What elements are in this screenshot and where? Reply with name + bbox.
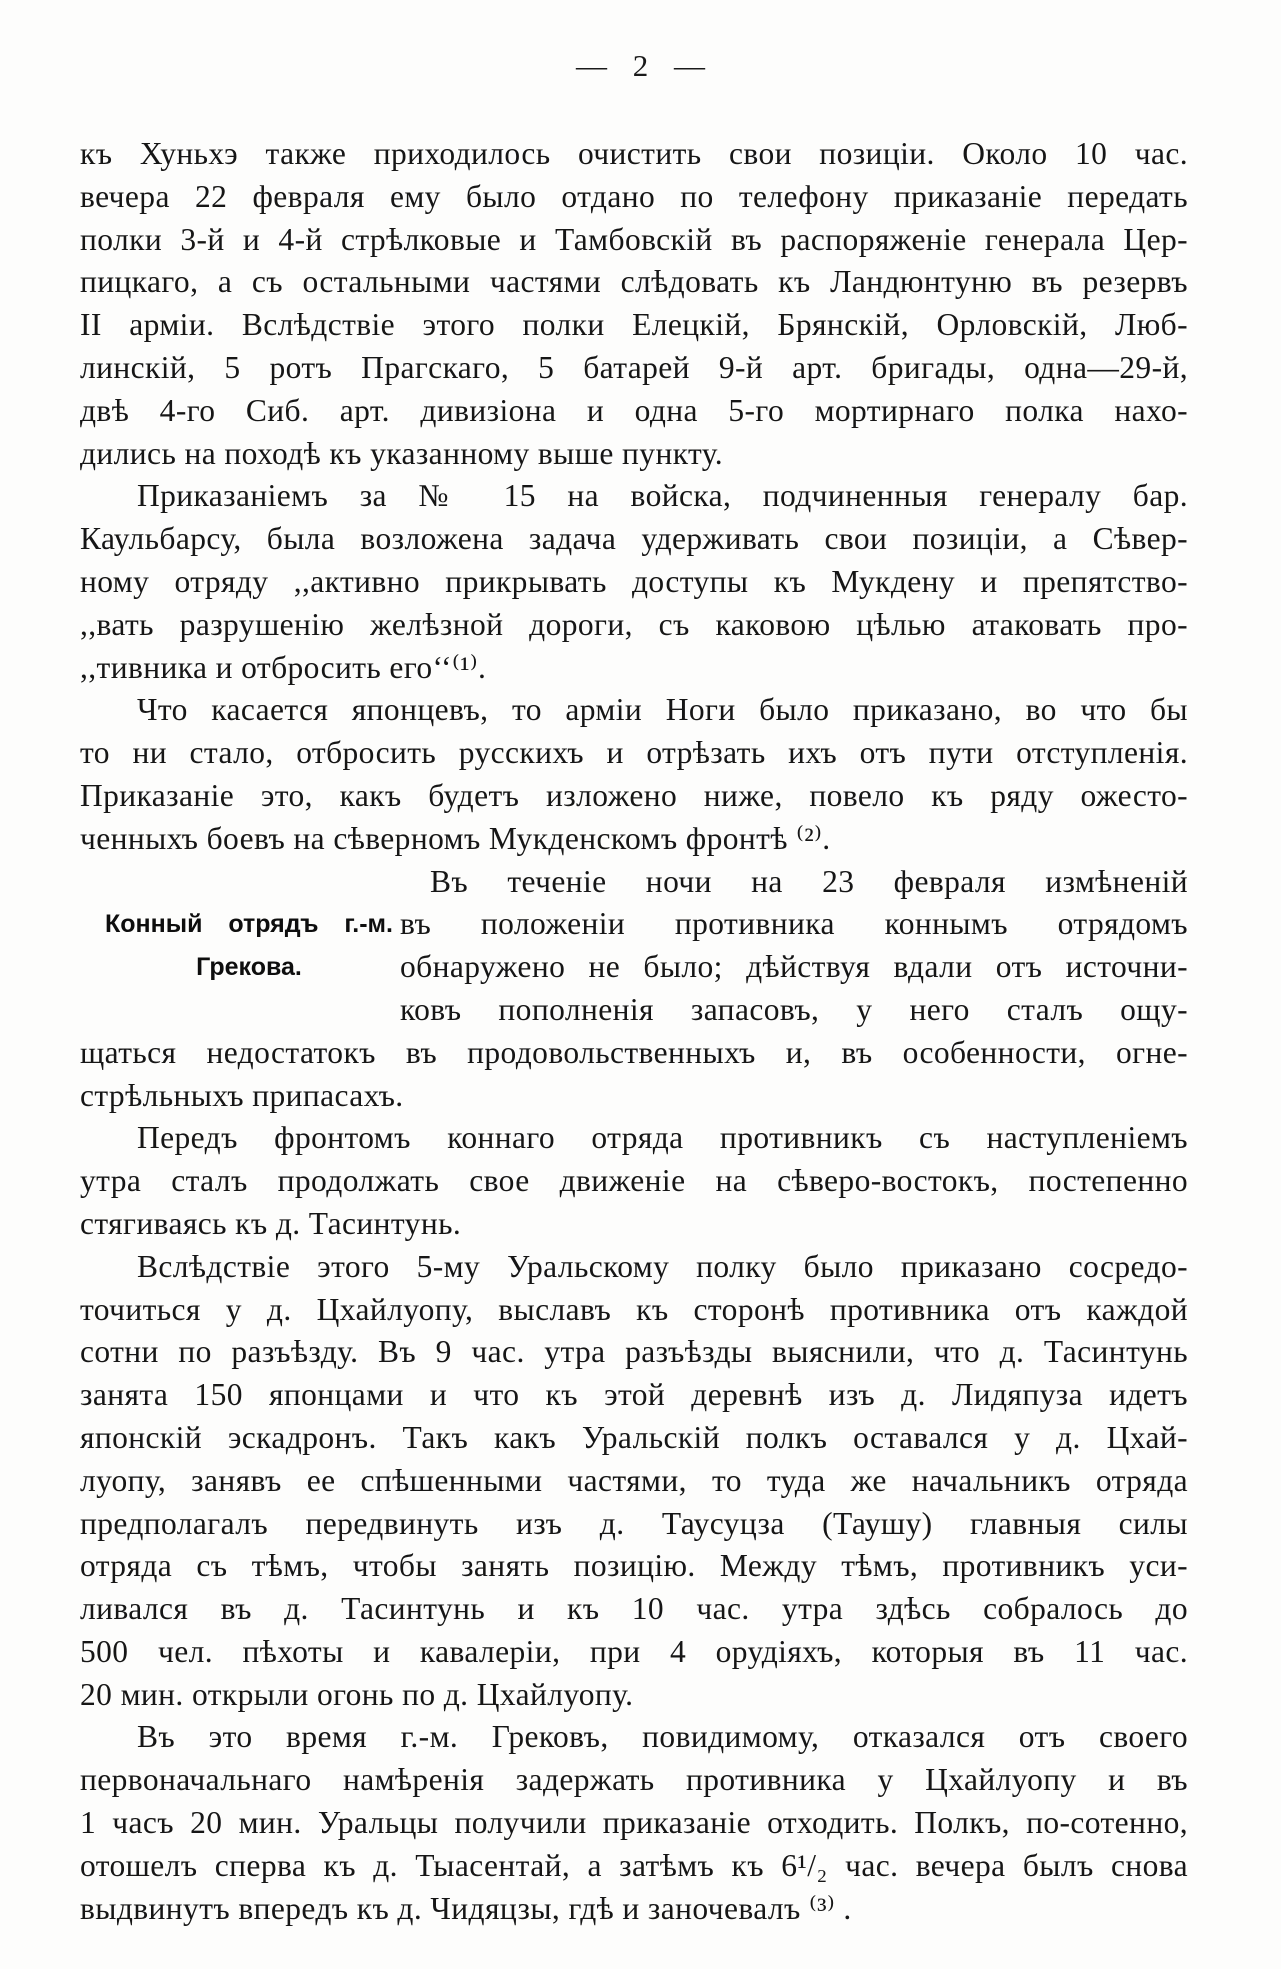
text-line: выдвинутъ впередъ къ д. Чидяцзы, гдѣ и заночевалъ ⁽³⁾ . — [80, 1890, 852, 1926]
text-line: луопу, занявъ ее спѣшенными частями, то туда же начальникъ отряда — [80, 1462, 1188, 1498]
text-line: къ Хуньхэ также приходилось очистить свои позиціи. Около 10 час. — [80, 136, 1188, 171]
text-line: Вслѣдствіе этого 5-му Уральскому полку было приказано сосредо- — [137, 1248, 1188, 1284]
greki-detachment-section — [80, 861, 1188, 1032]
text-line: отряда съ тѣмъ, чтобы занять позицію. Между тѣмъ, противникъ уси- — [80, 1548, 1188, 1584]
text-line: Въ это время г.-м. Грековъ, повидимому, отказался отъ своего — [137, 1719, 1188, 1755]
text-line: ченныхъ боевъ на сѣверномъ Мукденскомъ фронтѣ ⁽²⁾. — [80, 820, 831, 856]
text-line: обнаружено не было; дѣйствуя вдали отъ источни- — [400, 949, 1188, 985]
text-line: стягиваясь къ д. Тасинтунь. — [80, 1205, 462, 1241]
text-line: первоначальнаго намѣренія задержать противника у Цхайлуопу и въ — [80, 1762, 1188, 1798]
text-line: ковъ пополненія запасовъ, у него сталъ ощу- — [400, 991, 1188, 1027]
text-line: утра сталъ продолжать свое движеніе на сѣверо-востокъ, постепенно — [80, 1163, 1188, 1199]
text-line: Что касается японцевъ, то арміи Ноги было приказано, во что бы — [137, 692, 1188, 728]
text-line: ливался въ д. Тасинтунь и къ 10 час. утра здѣсь собралось до — [80, 1591, 1188, 1627]
text-line: Приказаніе это, какъ будетъ изложено ниже, повело къ ряду ожесто- — [80, 777, 1188, 813]
text-line: 1 часъ 20 мин. Уральцы получили приказаніе отходить. Полкъ, по-сотенно, — [80, 1805, 1188, 1841]
text-line: дились на походѣ къ указанному выше пункту. — [80, 435, 724, 471]
text-line: точиться у д. Цхайлуопу, выславъ къ сторонѣ противника отъ каждой — [80, 1291, 1188, 1327]
text-line: японскій эскадронъ. Такъ какъ Уральскій полкъ оставался у д. Цхай- — [80, 1419, 1188, 1455]
text-line: то ни стало, отбросить русскихъ и отрѣзать ихъ отъ пути отступленія. — [80, 735, 1188, 771]
text-block — [80, 133, 1188, 1930]
text-line: занята 150 японцами и что къ этой деревнѣ изъ д. Лидяпуза идетъ — [80, 1377, 1188, 1413]
text-line: щаться недостатокъ въ продовольственныхъ и, въ особенности, огне- — [80, 1034, 1188, 1070]
text-line: отошелъ сперва къ д. Тыасентай, а затѣмъ къ 6¹/₂ час. вечера былъ снова — [80, 1847, 1188, 1883]
text-line: 20 мин. открыли огонь по д. Цхайлуопу. — [80, 1676, 634, 1712]
text-line: Въ теченіе ночи на 23 февраля измѣненій — [430, 863, 1188, 899]
text-line: вечера 22 февраля ему было отдано по телефону приказаніе передать — [80, 178, 1188, 214]
text-line: ,,вать разрушенію желѣзной дороги, съ каковою цѣлью атаковать про- — [80, 606, 1188, 642]
text-line: двѣ 4-го Сиб. арт. дивизіона и одна 5-го мортирнаго полка нахо- — [80, 392, 1188, 428]
text-line: сотни по разъѣзду. Въ 9 час. утра разъѣзды выяснили, что д. Тасинтунь — [80, 1334, 1188, 1370]
text-line: 500 чел. пѣхоты и кавалеріи, при 4 орудіяхъ, которыя въ 11 час. — [80, 1633, 1188, 1669]
margin-heading — [105, 903, 393, 989]
text-line: въ положеніи противника коннымъ отрядомъ — [400, 906, 1188, 942]
text-line: стрѣльныхъ припасахъ. — [80, 1077, 404, 1113]
text-line: ному отряду ,,активно прикрывать доступы къ Мукдену и препятство- — [80, 563, 1188, 599]
text-line: Передъ фронтомъ коннаго отряда противникъ съ наступленіемъ — [137, 1120, 1188, 1156]
text-line: ,,тивника и отбросить его‘‘⁽¹⁾. — [80, 649, 487, 685]
text-line: предполагалъ передвинуть изъ д. Таусуцза (Таушу) главныя силы — [80, 1505, 1188, 1541]
text-line: линскій, 5 ротъ Прагскаго, 5 батарей 9-й арт. бригады, одна—29-й, — [80, 349, 1188, 385]
text-line: II арміи. Вслѣдствіе этого полки Елецкій, Брянскій, Орловскій, Люб- — [80, 307, 1188, 343]
text-line: полки 3-й и 4-й стрѣлковые и Тамбовскій въ распоряженіе генерала Цер- — [80, 221, 1188, 257]
margin-heading-line: Грекова. — [196, 953, 302, 982]
margin-heading-line: Конный отрядъ г.-м. — [105, 910, 393, 939]
text-line: Приказаніемъ за № 15 на войска, подчиненныя генералу бар. — [137, 478, 1188, 514]
text-line: пицкаго, а съ остальными частями слѣдовать къ Ландюнтуню въ резервъ — [80, 264, 1188, 300]
text-line: Каульбарсу, была возложена задача удерживать свои позиціи, а Сѣвер- — [80, 521, 1188, 557]
page-number: — 2 — — [576, 48, 705, 83]
